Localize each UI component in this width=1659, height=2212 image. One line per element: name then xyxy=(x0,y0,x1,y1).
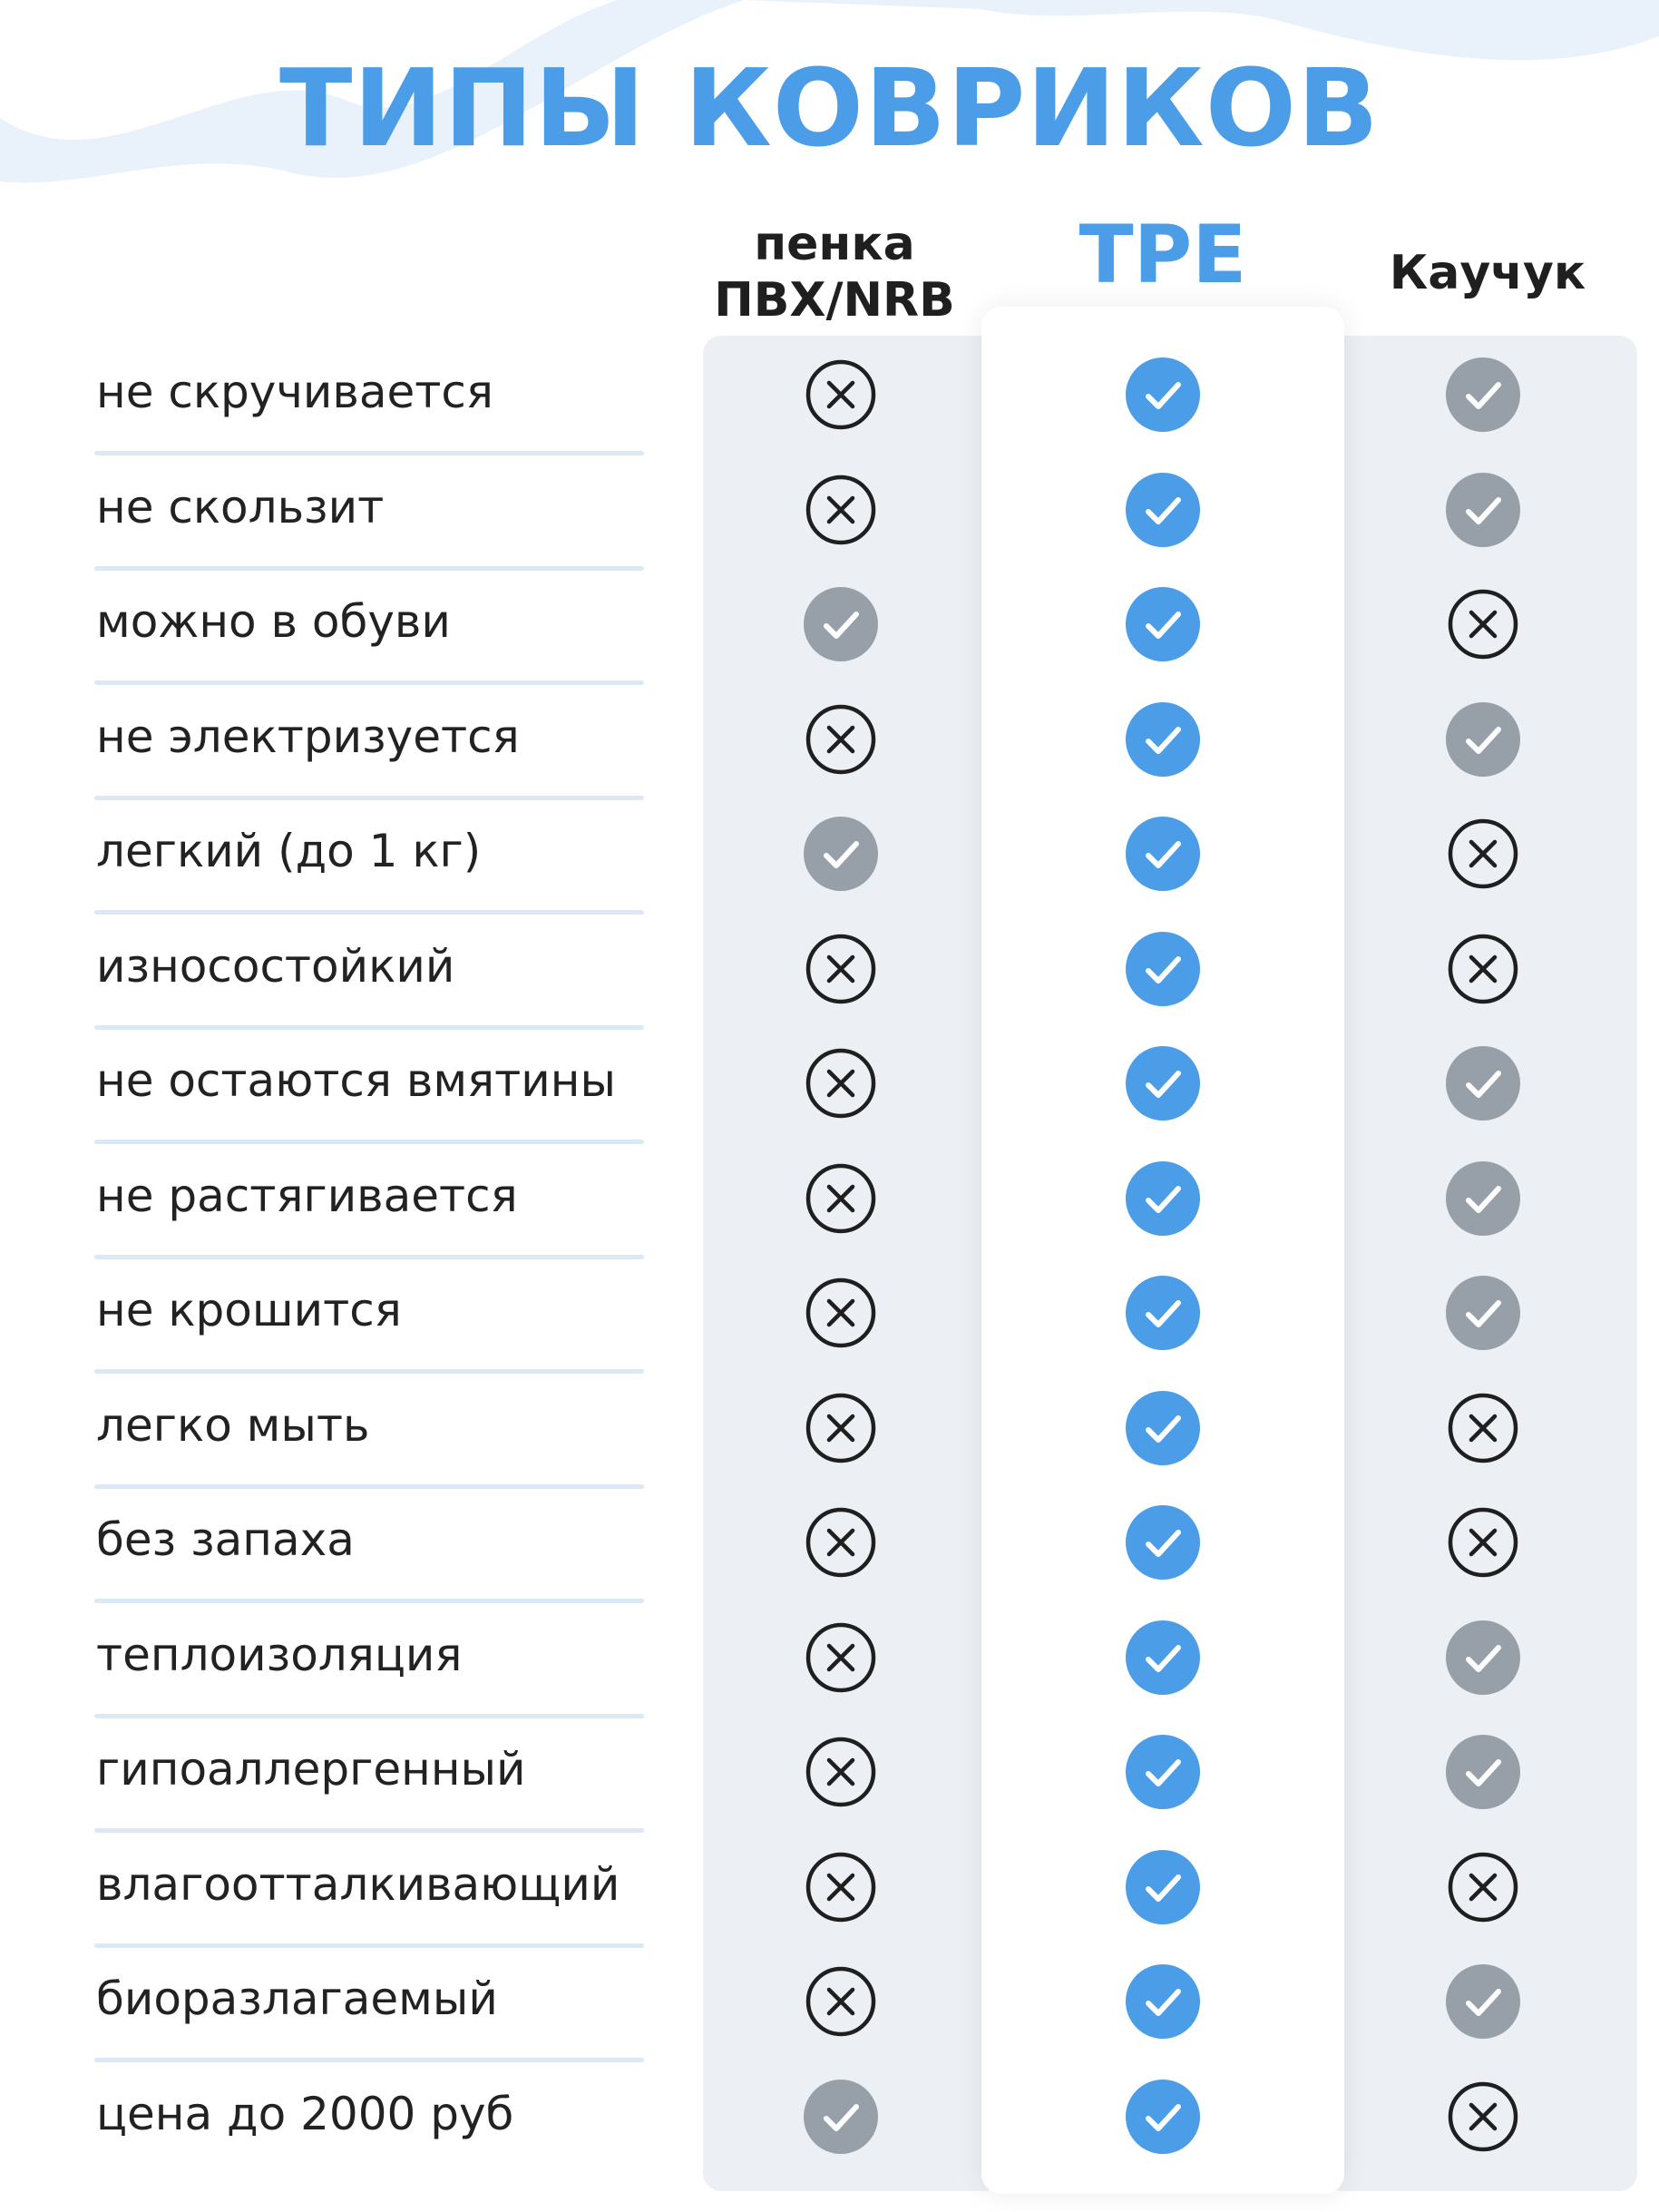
check-icon-rubber xyxy=(1445,1160,1521,1237)
cross-icon-pvc xyxy=(803,1963,879,2040)
check-icon-pvc xyxy=(803,2079,879,2155)
row-divider xyxy=(94,1599,644,1603)
check-icon-tpe xyxy=(1125,1045,1201,1121)
row-label: не крошится xyxy=(96,1284,402,1336)
check-icon-rubber xyxy=(1445,701,1521,778)
row-divider xyxy=(94,1943,644,1948)
row-divider xyxy=(94,451,644,455)
column-header-tpe-line1: TPE xyxy=(1078,208,1247,301)
column-header-rubber-line1: Каучук xyxy=(1389,246,1586,300)
row-label: влагоотталкивающий xyxy=(96,1857,620,1911)
column-header-tpe xyxy=(981,207,1344,303)
cross-icon-pvc xyxy=(803,357,879,433)
row-divider xyxy=(94,1025,644,1030)
row-label: не электризуется xyxy=(96,710,520,763)
check-icon-tpe xyxy=(1125,2079,1201,2155)
check-icon-tpe xyxy=(1125,1275,1201,1351)
cross-icon-pvc xyxy=(803,472,879,548)
cross-icon-pvc xyxy=(803,1620,879,1696)
row-label: не скользит xyxy=(96,480,385,533)
check-icon-rubber xyxy=(1445,1963,1521,2040)
check-icon-tpe xyxy=(1125,1390,1201,1466)
column-header-pvc-line2: ПВХ/NRB xyxy=(714,273,955,328)
check-icon-tpe xyxy=(1125,1849,1201,1925)
check-icon-tpe xyxy=(1125,1620,1201,1696)
cross-icon-rubber xyxy=(1445,2079,1521,2155)
row-label: не остаются вмятины xyxy=(96,1054,616,1107)
cross-icon-pvc xyxy=(803,1390,879,1466)
check-icon-tpe xyxy=(1125,1734,1201,1810)
check-icon-tpe xyxy=(1125,472,1201,548)
row-divider xyxy=(94,796,644,800)
check-icon-pvc xyxy=(803,586,879,662)
check-icon-tpe xyxy=(1125,586,1201,662)
row-label: цена до 2000 руб xyxy=(96,2087,514,2140)
row-divider xyxy=(94,680,644,685)
check-icon-tpe xyxy=(1125,357,1201,433)
column-header-rubber xyxy=(1333,245,1642,301)
row-label: биоразлагаемый xyxy=(96,1972,498,2025)
row-divider xyxy=(94,910,644,915)
row-label: легко мыть xyxy=(96,1398,370,1452)
row-label: не растягивается xyxy=(96,1169,518,1222)
cross-icon-rubber xyxy=(1445,931,1521,1007)
row-divider xyxy=(94,1369,644,1374)
check-icon-rubber xyxy=(1445,1045,1521,1121)
row-divider xyxy=(94,1828,644,1833)
cross-icon-pvc xyxy=(803,1734,879,1810)
cross-icon-pvc xyxy=(803,1504,879,1581)
row-label: без запаха xyxy=(96,1513,355,1566)
cross-icon-pvc xyxy=(803,1849,879,1925)
column-header-pvc xyxy=(689,216,980,329)
cross-icon-pvc xyxy=(803,701,879,778)
cross-icon-pvc xyxy=(803,1045,879,1121)
cross-icon-pvc xyxy=(803,931,879,1007)
cross-icon-rubber xyxy=(1445,1390,1521,1466)
check-icon-rubber xyxy=(1445,1734,1521,1810)
row-divider xyxy=(94,2058,644,2062)
row-label: гипоаллергенный xyxy=(96,1743,526,1796)
check-icon-rubber xyxy=(1445,1275,1521,1351)
check-icon-tpe xyxy=(1125,1160,1201,1237)
cross-icon-rubber xyxy=(1445,1849,1521,1925)
check-icon-tpe xyxy=(1125,1504,1201,1581)
row-label: не скручивается xyxy=(96,366,493,418)
row-divider xyxy=(94,1255,644,1259)
row-label: можно в обуви xyxy=(96,595,451,648)
cross-icon-rubber xyxy=(1445,586,1521,662)
check-icon-tpe xyxy=(1125,816,1201,892)
page-title: ТИПЫ КОВРИКОВ xyxy=(279,45,1380,171)
row-divider xyxy=(94,566,644,571)
cross-icon-rubber xyxy=(1445,816,1521,892)
check-icon-tpe xyxy=(1125,931,1201,1007)
check-icon-pvc xyxy=(803,816,879,892)
row-divider xyxy=(94,1140,644,1144)
check-icon-rubber xyxy=(1445,357,1521,433)
check-icon-rubber xyxy=(1445,1620,1521,1696)
cross-icon-pvc xyxy=(803,1275,879,1351)
row-label: легкий (до 1 кг) xyxy=(96,825,482,877)
cross-icon-pvc xyxy=(803,1160,879,1237)
row-divider xyxy=(94,1714,644,1718)
row-label: теплоизоляция xyxy=(96,1628,463,1681)
row-divider xyxy=(94,1484,644,1489)
row-label: износостойкий xyxy=(96,939,455,993)
check-icon-rubber xyxy=(1445,472,1521,548)
cross-icon-rubber xyxy=(1445,1504,1521,1581)
check-icon-tpe xyxy=(1125,701,1201,778)
column-header-pvc-line1: пенка xyxy=(754,217,915,271)
check-icon-tpe xyxy=(1125,1963,1201,2040)
